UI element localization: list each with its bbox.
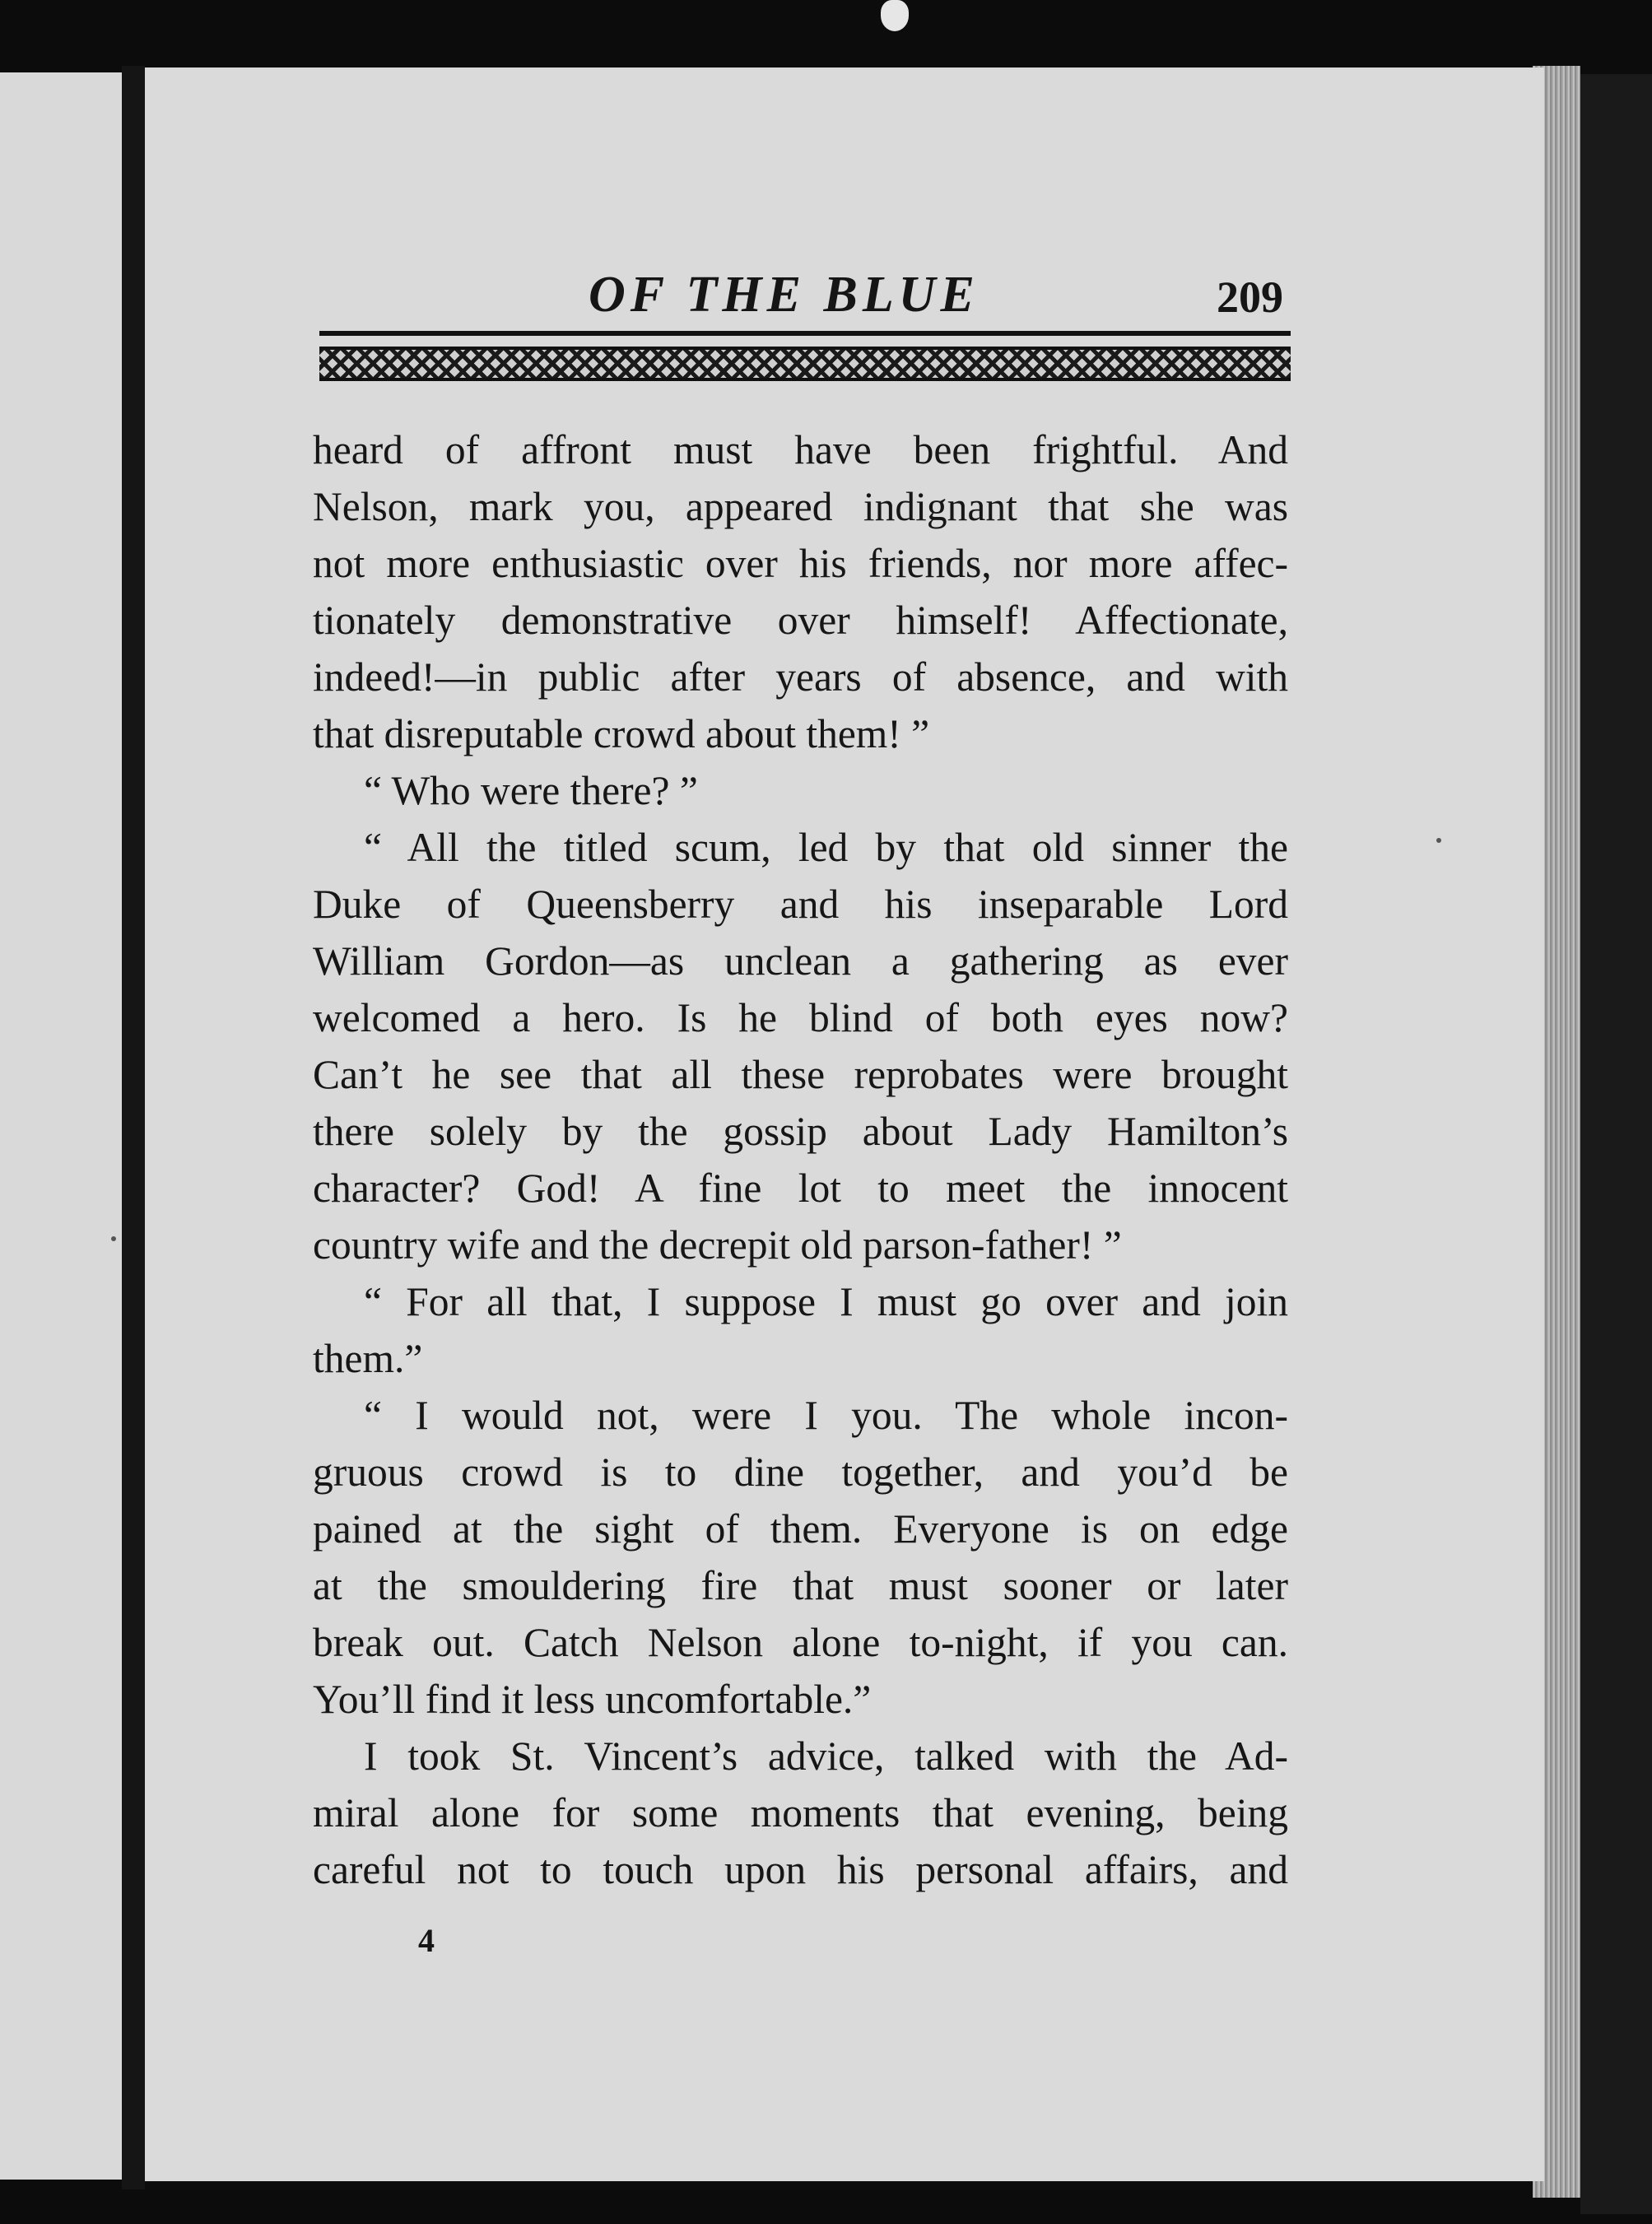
text-line: character? God! A fine lot to meet the innocent bbox=[313, 1166, 1288, 1211]
text-line: at the smouldering fire that must sooner or later bbox=[313, 1563, 1288, 1608]
page-number: 209 bbox=[1217, 272, 1283, 322]
text-line: Can’t he see that all these reprobates were brought bbox=[313, 1052, 1288, 1097]
header-ornament-band bbox=[319, 347, 1291, 381]
body-text bbox=[313, 421, 1288, 1898]
text-line: indeed!—in public after years of absence, and with bbox=[313, 654, 1288, 700]
text-line: William Gordon—as unclean a gathering as ever bbox=[313, 938, 1288, 984]
text-line: Duke of Queensberry and his inseparable Lord bbox=[313, 882, 1288, 927]
text-line: tionately demonstrative over himself! Affectionate, bbox=[313, 598, 1288, 643]
text-line: careful not to touch upon his personal affairs, and bbox=[313, 1847, 1288, 1892]
text-line: “ All the titled scum, led by that old sinner the bbox=[364, 825, 1288, 870]
text-line: “ For all that, I suppose I must go over and join bbox=[364, 1279, 1288, 1324]
text-line: pained at the sight of them. Everyone is on edge bbox=[313, 1506, 1288, 1552]
text-line: miral alone for some moments that evening, being bbox=[313, 1790, 1288, 1835]
text-line: “ Who were there? ” bbox=[364, 768, 698, 813]
book-cover-edge bbox=[1580, 74, 1652, 2214]
text-line: gruous crowd is to dine together, and you’d be bbox=[313, 1449, 1288, 1495]
text-line: there solely by the gossip about Lady Hamilton’s bbox=[313, 1109, 1288, 1154]
scan-speck bbox=[1436, 838, 1441, 843]
book-gutter bbox=[122, 66, 145, 2189]
signature-mark: 4 bbox=[418, 1922, 435, 1959]
scan-blot bbox=[881, 0, 909, 31]
header-rule bbox=[319, 331, 1291, 336]
text-line: Nelson, mark you, appeared indignant that she was bbox=[313, 484, 1288, 529]
text-line: heard of affront must have been frightful. And bbox=[313, 427, 1288, 472]
text-line: not more enthusiastic over his friends, nor more affec- bbox=[313, 541, 1288, 586]
text-line: welcomed a hero. Is he blind of both eyes now? bbox=[313, 995, 1288, 1040]
running-title: OF THE BLUE bbox=[589, 267, 980, 323]
scan-speck bbox=[111, 1236, 116, 1241]
text-line: I took St. Vincent’s advice, talked with the Ad- bbox=[364, 1733, 1288, 1779]
text-line: You’ll find it less uncomfortable.” bbox=[313, 1677, 872, 1722]
text-line: country wife and the decrepit old parson-father! ” bbox=[313, 1222, 1122, 1268]
text-line: them.” bbox=[313, 1336, 423, 1381]
text-line: “ I would not, were I you. The whole incon- bbox=[364, 1393, 1288, 1438]
text-line: that disreputable crowd about them! ” bbox=[313, 711, 930, 756]
text-line: break out. Catch Nelson alone to-night, if you can. bbox=[313, 1620, 1288, 1665]
facing-page-edge bbox=[0, 72, 123, 2180]
